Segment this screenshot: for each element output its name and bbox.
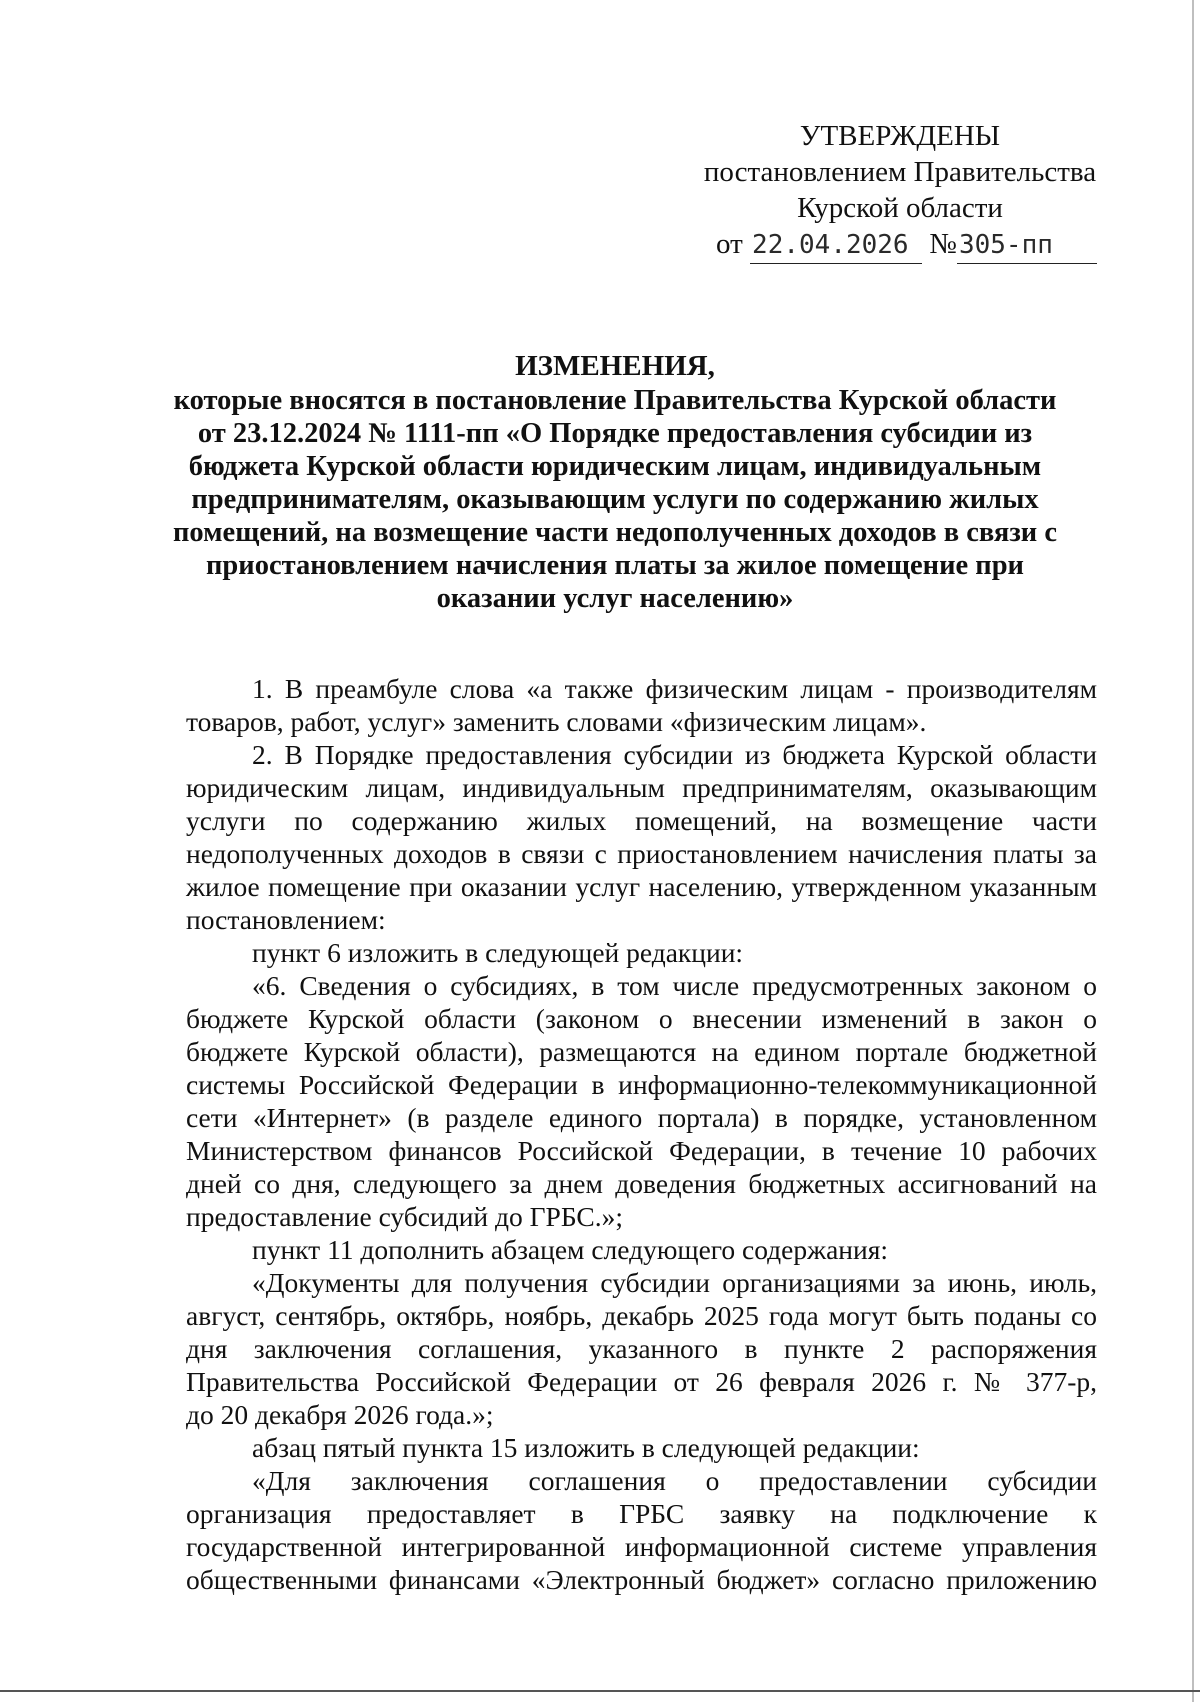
body-line: «Документы для получения субсидии организациями за июнь, июль, [252,1267,1097,1298]
body-line: Министерством финансов Российской Федерации, в течение 10 рабочих [186,1135,1097,1166]
body-line: товаров, работ, услуг» заменить словами «физическим лицам». [186,706,927,737]
body-line: недополученных доходов в связи с приостановлением начисления платы за [186,838,1097,869]
approval-title: УТВЕРЖДЕНЫ [799,120,1001,152]
body-line: Правительства Российской Федерации от 26 февраля 2026 г. № 377-р, [186,1366,1097,1397]
body-line: пункт 11 дополнить абзацем следующего содержания: [252,1234,889,1265]
approval-block [690,118,1110,264]
body-line: дней со дня, следующего за днем доведения бюджетных ассигнований на [186,1168,1097,1199]
approval-region: Курской области [797,192,1003,224]
body-line: абзац пятый пункта 15 изложить в следующей редакции: [252,1432,920,1463]
body-line: общественными финансами «Электронный бюджет» согласно приложению [186,1564,1097,1595]
scan-edge [1192,0,1194,1702]
document-heading [150,350,1080,615]
heading-line: приостановлением начисления платы за жилое помещение при [206,550,1024,581]
date-prefix: от [716,228,743,260]
body-line: бюджете Курской области (законом о внесении изменений в закон о [186,1003,1097,1034]
approval-authority: постановлением Правительства [703,156,1097,188]
heading-line: оказании услуг населению» [436,583,794,614]
number-field [957,226,1097,264]
scan-bottom-edge [0,1690,1200,1692]
body-line: август, сентябрь, октябрь, ноябрь, декабрь 2025 года могут быть поданы со [186,1300,1097,1331]
body-line: дня заключения соглашения, указанного в пункте 2 распоряжения [186,1333,1097,1364]
body-line: «6. Сведения о субсидиях, в том числе предусмотренных законом о [252,970,1097,1001]
body-line: 1. В преамбуле слова «а также физическим лицам - производителям [252,673,1097,704]
date-field [750,226,922,264]
heading-line: которые вносятся в постановление Правительства Курской области [173,385,1057,416]
body-line: жилое помещение при оказании услуг населению, утвержденном указанным [186,871,1097,902]
heading-line: предпринимателям, оказывающим услуги по содержанию жилых [191,484,1039,515]
body-line: организация предоставляет в ГРБС заявку на подключение к [186,1498,1097,1529]
document-title: ИЗМЕНЕНИЯ, [515,350,715,382]
body-line: юридическим лицам, индивидуальным предпринимателям, оказывающим [186,772,1097,803]
number-prefix: № [929,228,957,260]
body-line: услуги по содержанию жилых помещений, на возмещение части [186,805,1097,836]
approval-date-line [690,226,1110,264]
body-line: до 20 декабря 2026 года.»; [186,1399,494,1430]
body-line: постановлением: [186,904,386,935]
body-line: пункт 6 изложить в следующей редакции: [252,937,744,968]
body-line: сети «Интернет» (в разделе единого портала) в порядке, установленном [186,1102,1097,1133]
number-value: 305-пп [958,230,1053,260]
heading-line: бюджета Курской области юридическим лицам, индивидуальным [188,451,1042,482]
body-line: системы Российской Федерации в информационно-телекоммуникационной [186,1069,1097,1100]
document-body [186,672,1097,1596]
date-value: 22.04.2026 [752,230,909,260]
body-line: «Для заключения соглашения о предоставлении субсидии [252,1465,1097,1496]
body-line: 2. В Порядке предоставления субсидии из бюджета Курской области [252,739,1097,770]
body-line: предоставление субсидий до ГРБС.»; [186,1201,624,1232]
heading-line: помещений, на возмещение части недополученных доходов в связи с [173,517,1057,548]
heading-line: от 23.12.2024 № 1111-пп «О Порядке предоставления субсидии из [197,418,1033,449]
body-line: бюджете Курской области), размещаются на едином портале бюджетной [186,1036,1097,1067]
body-line: государственной интегрированной информационной системе управления [186,1531,1097,1562]
